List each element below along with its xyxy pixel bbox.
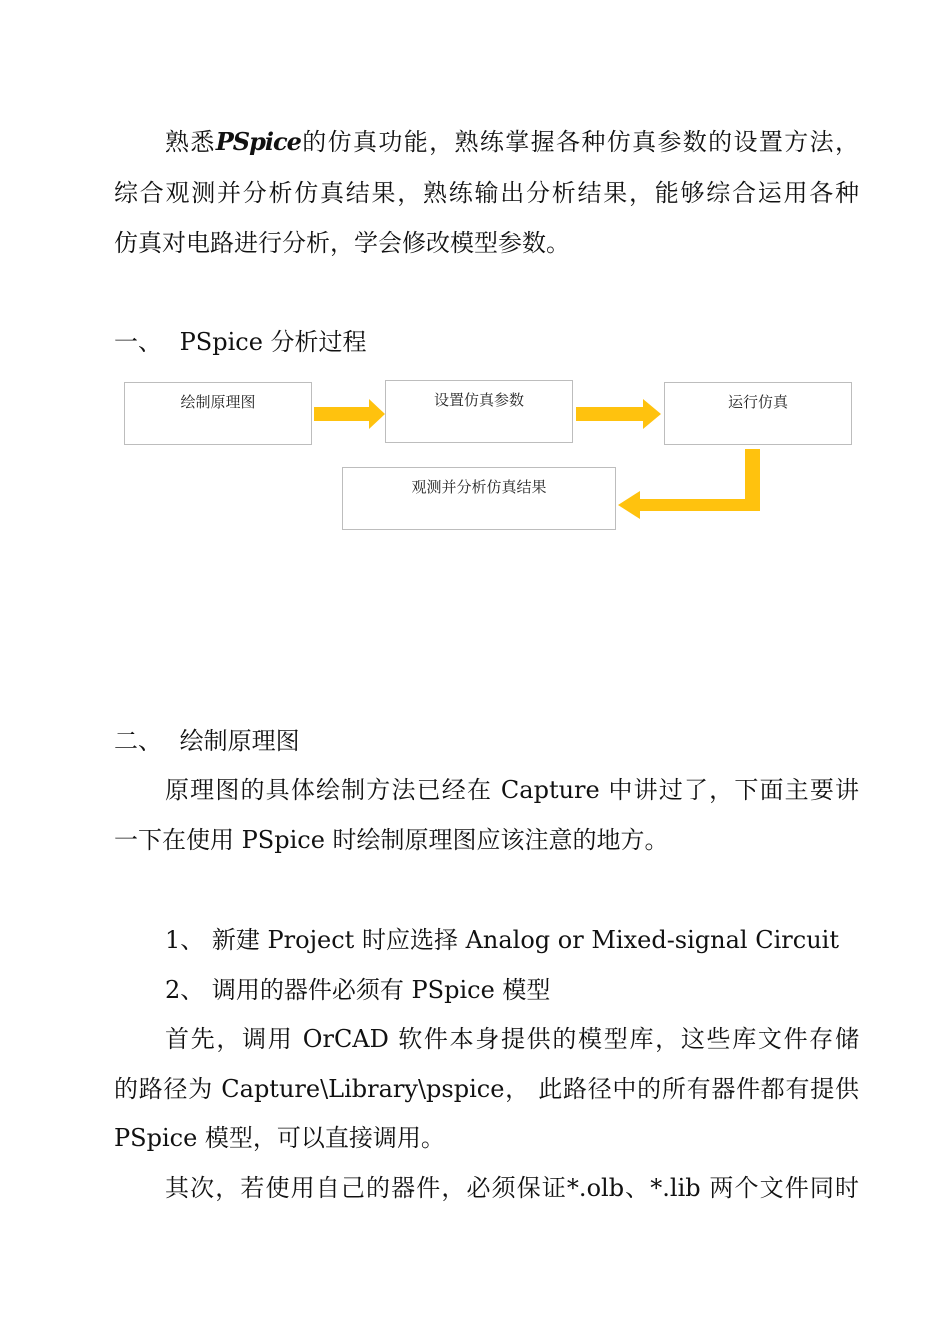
intro-line-1-pre: 熟悉 — [165, 128, 216, 156]
section-2-para-1-line-1: 原理图的具体绘制方法已经在 Capture 中讲过了，下面主要讲 — [165, 776, 859, 804]
flow-step-4-label: 观测并分析仿真结果 — [411, 478, 547, 496]
section-1-number: 一、 — [114, 328, 162, 356]
section-2-para-2-line-3: PSpice 模型，可以直接调用。 — [114, 1124, 445, 1152]
list-item-2: 2、 调用的器件必须有 PSpice 模型 — [165, 976, 551, 1004]
section-1-title: PSpice 分析过程 — [179, 328, 367, 356]
section-2-number: 二、 — [114, 727, 162, 755]
section-2-para-2-line-2: 的路径为 Capture\Library\pspice， 此路径中的所有器件都有提供 — [114, 1075, 859, 1103]
flow-step-3-label: 运行仿真 — [727, 393, 788, 411]
intro-line-2: 综合观测并分析仿真结果，熟练输出分析结果，能够综合运用各种 — [114, 179, 859, 207]
section-2-para-2-line-1: 首先，调用 OrCAD 软件本身提供的模型库，这些库文件存储 — [165, 1025, 859, 1053]
section-2-title: 绘制原理图 — [179, 727, 300, 755]
section-2-heading — [114, 726, 859, 756]
intro-line-3: 仿真对电路进行分析，学会修改模型参数。 — [114, 229, 570, 257]
arrow-right-icon — [314, 399, 385, 429]
flow-step-1-label: 绘制原理图 — [180, 393, 256, 411]
section-2-para-1-line-2: 一下在使用 PSpice 时绘制原理图应该注意的地方。 — [114, 826, 669, 854]
intro-line-1-post: 的仿真功能，熟练掌握各种仿真参数的设置方法， — [300, 128, 860, 156]
arrow-elbow-left-icon — [618, 449, 760, 519]
flow-step-2-label: 设置仿真参数 — [433, 391, 524, 409]
pspice-brand-text: PSpice — [215, 127, 301, 156]
section-2-para-3-line-1: 其次，若使用自己的器件，必须保证*.olb、*.lib 两个文件同时 — [165, 1174, 859, 1202]
list-item-1: 1、 新建 Project 时应选择 Analog or Mixed-signal Circuit — [165, 926, 839, 954]
arrow-right-icon — [576, 399, 661, 429]
